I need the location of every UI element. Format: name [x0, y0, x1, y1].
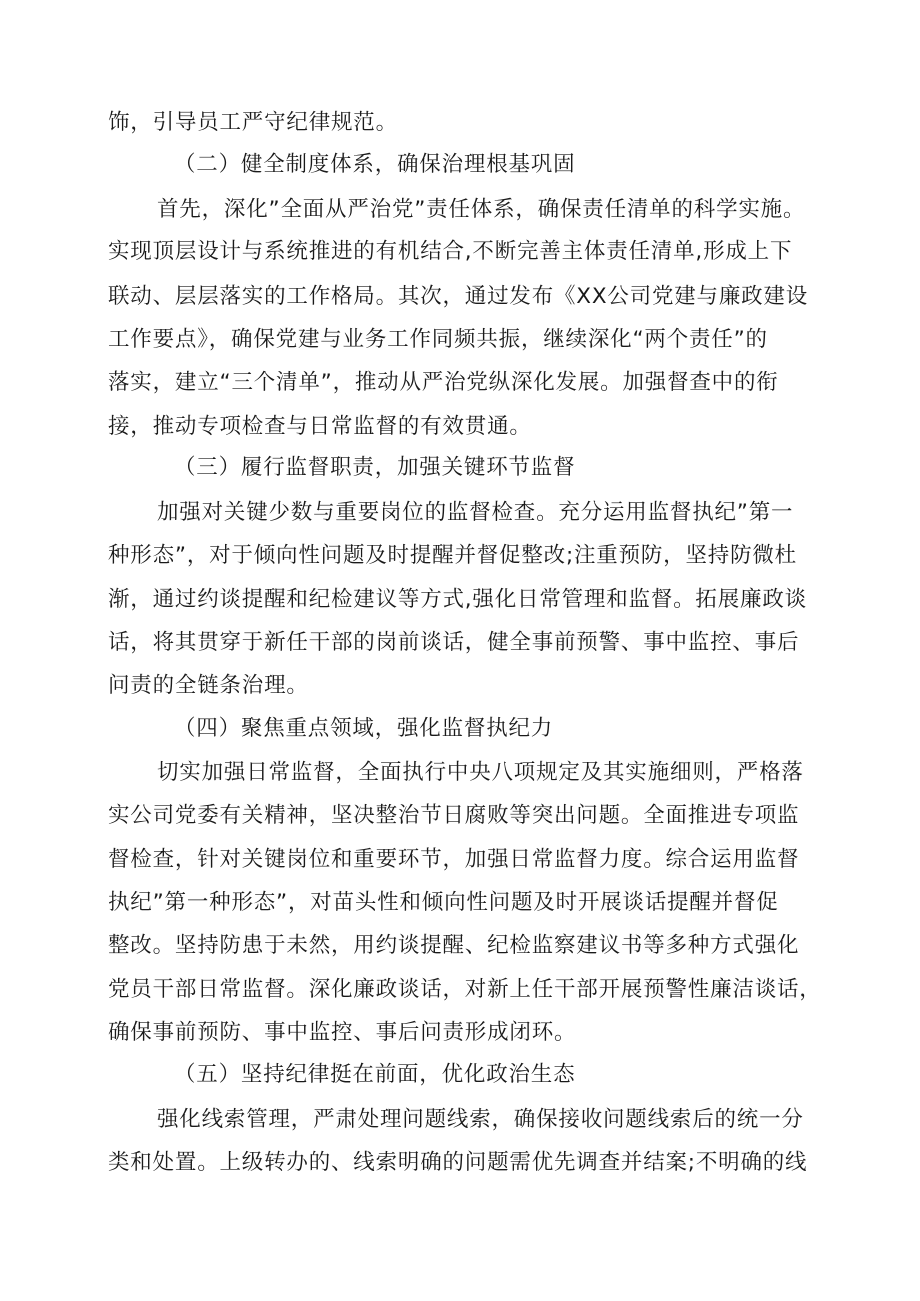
paragraph-line: 渐，通过约谈提醒和纪检建议等方式,强化日常管理和监督。拓展廉政谈: [108, 587, 807, 612]
paragraph-line: 执纪”第一种形态”，对苗头性和倾向性问题及时开展谈话提醒并督促: [108, 890, 779, 915]
paragraph-line: 种形态”，对于倾向性问题及时提醒并督促整改;注重预防，坚持防微杜: [108, 543, 797, 568]
paragraph-line: 确保事前预防、事中监控、事后问责形成闭环。: [108, 1020, 577, 1045]
paragraph-line: 实公司党委有关精神，坚决整治节日腐败等突出问题。全面推进专项监: [108, 803, 800, 828]
paragraph-line: 饰，引导员工严守纪律规范。: [108, 110, 398, 135]
section-heading-5: （五）坚持纪律挺在前面，优化政治生态: [174, 1062, 576, 1087]
paragraph-line: 加强对关键少数与重要岗位的监督检查。充分运用监督执纪”第一: [157, 500, 794, 525]
paragraph-line: 切实加强日常监督，全面执行中央八项规定及其实施细则，严格落: [157, 760, 804, 785]
section-heading-3: （三）履行监督职责，加强关键环节监督: [174, 455, 576, 480]
section-heading-2: （二）健全制度体系，确保治理根基巩固: [174, 152, 576, 177]
paragraph-line: 督检查，针对关键岗位和重要环节，加强日常监督力度。综合运用监督: [108, 847, 800, 872]
paragraph-line: 联动、层层落实的工作格局。其次，通过发布《XX公司党建与廉政建设: [108, 284, 809, 309]
paragraph-line: 类和处置。上级转办的、线索明确的问题需优先调查并结案;不明确的线: [108, 1150, 808, 1175]
paragraph-line: 落实，建立“三个清单”，推动从严治党纵深化发展。加强督查中的衔: [108, 370, 779, 395]
paragraph-line: 整改。坚持防患于未然，用约谈提醒、纪检监察建议书等多种方式强化: [108, 933, 800, 958]
paragraph-line: 实现顶层设计与系统推进的有机结合,不断完善主体责任清单,形成上下: [108, 239, 793, 264]
section-heading-4: （四）聚焦重点领域，强化监督执纪力: [174, 716, 554, 741]
paragraph-line: 接，推动专项检查与日常监督的有效贯通。: [108, 414, 532, 439]
paragraph-line: 话，将其贯穿于新任干部的岗前谈话，健全事前预警、事中监控、事后: [108, 630, 800, 655]
paragraph-line: 首先，深化”全面从严治党”责任体系，确保责任清单的科学实施。: [157, 197, 806, 222]
paragraph-line: 工作要点》，确保党建与业务工作同频共振，继续深化“两个责任”的: [108, 327, 768, 352]
paragraph-line: 党员干部日常监督。深化廉政谈话，对新上任干部开展预警性廉洁谈话，: [108, 977, 822, 1002]
paragraph-line: 强化线索管理，严肃处理问题线索，确保接收问题线索后的统一分: [157, 1107, 804, 1132]
paragraph-line: 问责的全链条治理。: [108, 673, 309, 698]
